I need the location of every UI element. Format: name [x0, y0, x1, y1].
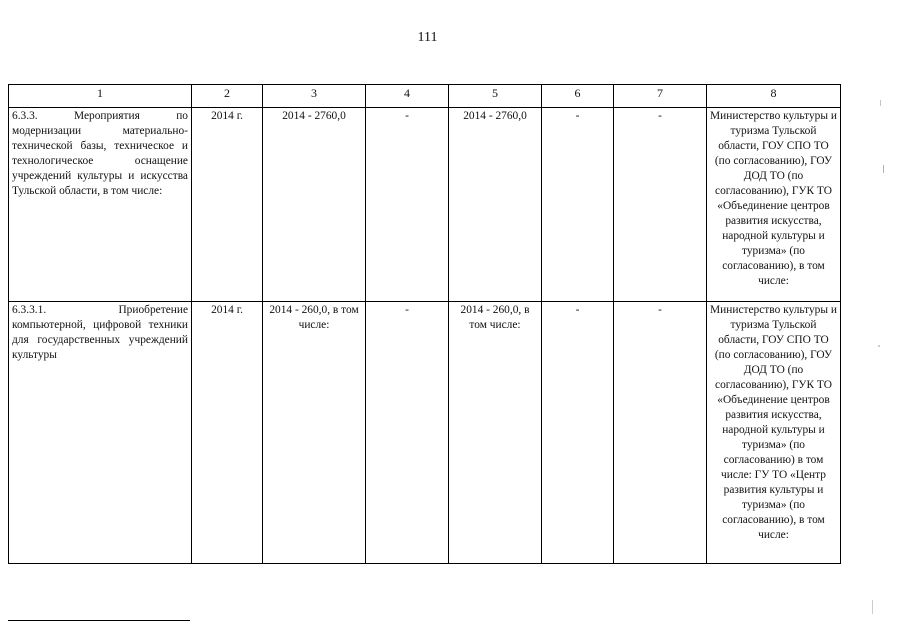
measure-regional-funding: 2014 - 2760,0 [449, 108, 542, 302]
measure-total-funding: 2014 - 260,0, в том числе: [263, 302, 366, 564]
column-header-2: 2 [192, 85, 263, 108]
column-header-7: 7 [614, 85, 707, 108]
table-header-row [9, 85, 841, 108]
column-header-5: 5 [449, 85, 542, 108]
measure-description: 6.3.3.1. Приобретение компьютерной, цифровой техники для государственных учреждений культуры [9, 302, 192, 564]
measure-total-funding: 2014 - 2760,0 [263, 108, 366, 302]
column-header-1: 1 [9, 85, 192, 108]
measure-column-6: - [542, 108, 614, 302]
scan-speck [883, 165, 884, 173]
measure-regional-funding: 2014 - 260,0, в том числе: [449, 302, 542, 564]
table-row [9, 108, 841, 302]
measure-column-7: - [614, 108, 707, 302]
footnote-separator [8, 620, 190, 621]
scan-speck [872, 600, 873, 614]
scan-speck [880, 100, 881, 106]
column-header-3: 3 [263, 85, 366, 108]
program-measures-table [8, 84, 841, 564]
measure-year: 2014 г. [192, 108, 263, 302]
measure-column-6: - [542, 302, 614, 564]
scan-speck [878, 345, 880, 347]
measure-column-4: - [366, 302, 449, 564]
measure-executors: Министерство культуры и туризма Тульской области, ГОУ СПО ТО (по согласованию), ГОУ ДОД ТО (по согласованию), ГУК ТО «Объединение центров развития искусства, народной культуры и туризма» (по согласованию), в том числе: [707, 108, 841, 302]
table-row [9, 302, 841, 564]
measure-executors: Министерство культуры и туризма Тульской области, ГОУ СПО ТО (по согласованию), ГОУ ДОД ТО (по согласованию), ГУК ТО «Объединение центров развития искусства, народной культуры и туризма» (по согласованию) в том числе: ГУ ТО «Центр развития культуры и туризма» (по согласованию), в том числе: [707, 302, 841, 564]
measure-year: 2014 г. [192, 302, 263, 564]
column-header-8: 8 [707, 85, 841, 108]
measure-column-4: - [366, 108, 449, 302]
column-header-4: 4 [366, 85, 449, 108]
page-number: 111 [417, 30, 438, 45]
column-header-6: 6 [542, 85, 614, 108]
measure-description: 6.3.3. Мероприятия по модернизации материально-технической базы, техническое и технологическое оснащение учреждений культуры и искусства Тульской области, в том числе: [9, 108, 192, 302]
measure-column-7: - [614, 302, 707, 564]
